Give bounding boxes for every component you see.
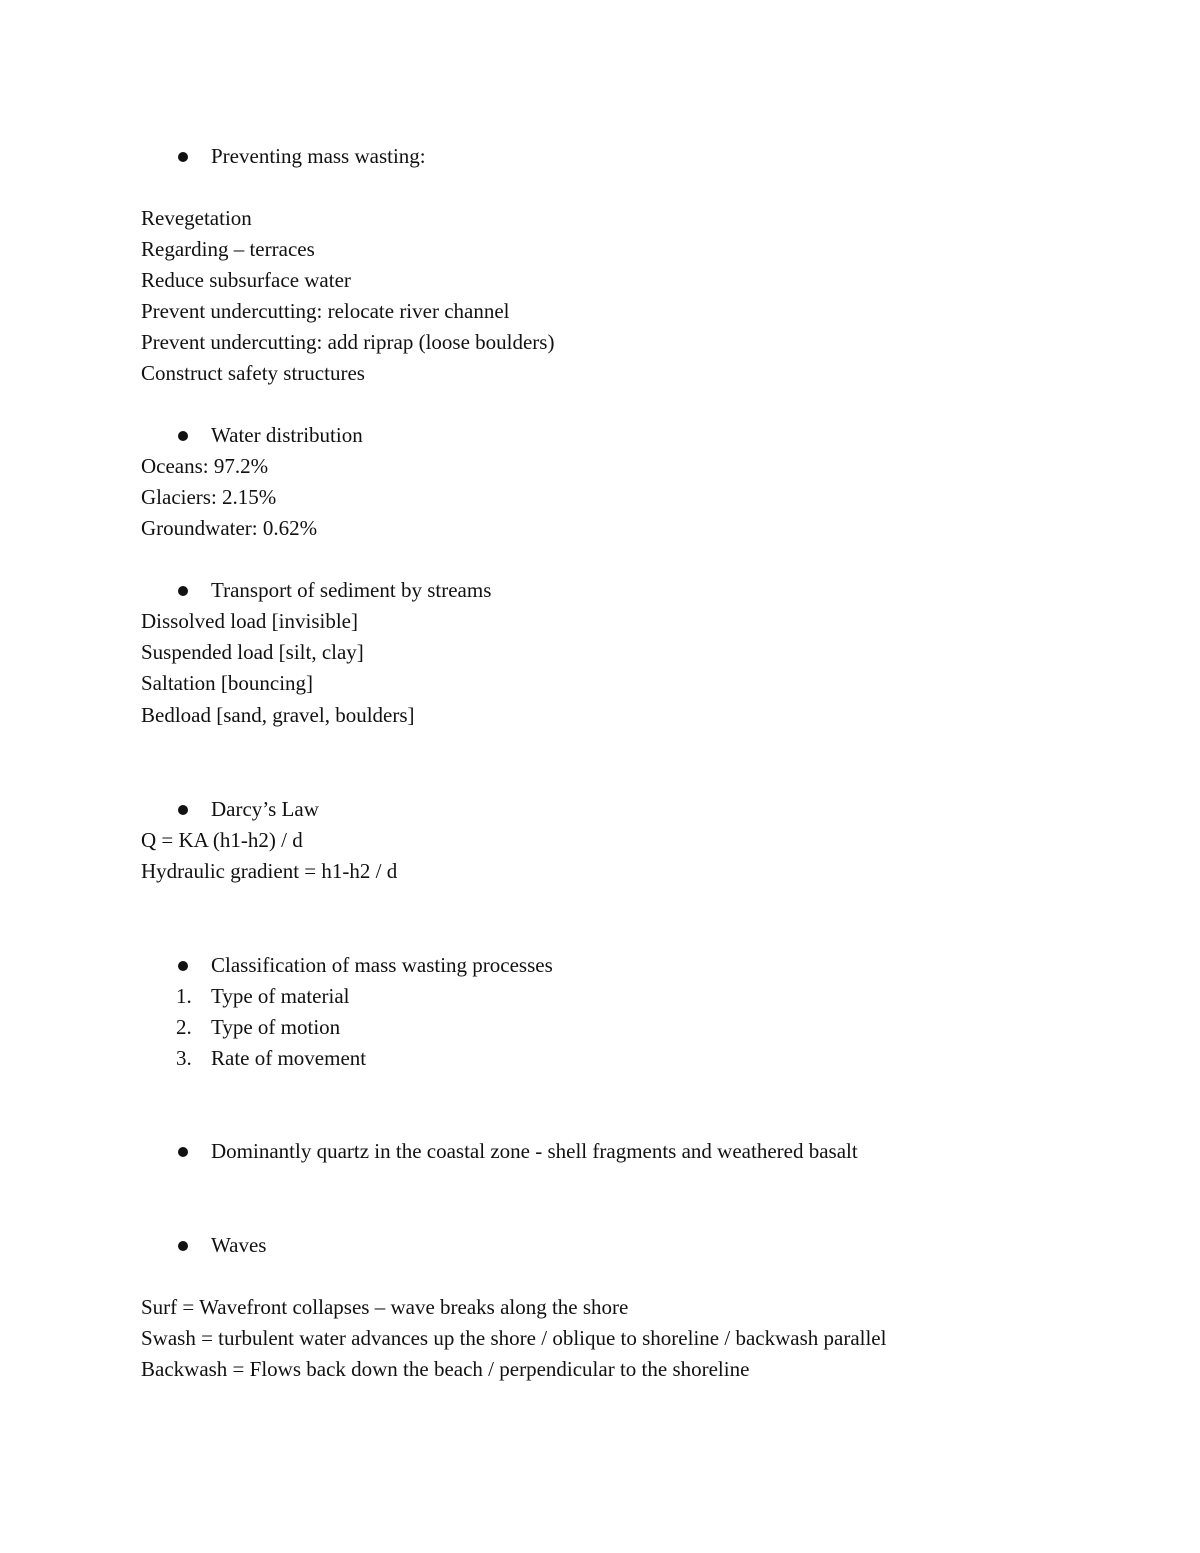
bullet-icon — [178, 1241, 188, 1251]
bullet-icon — [178, 805, 188, 815]
bullet-icon — [178, 1147, 188, 1157]
list-item: Suspended load [silt, clay] — [141, 640, 364, 664]
bullet-icon — [178, 961, 188, 971]
formula-line: Hydraulic gradient = h1-h2 / d — [141, 859, 398, 883]
list-item: Prevent undercutting: relocate river channel — [141, 299, 510, 323]
list-item: Regarding – terraces — [141, 237, 315, 261]
section-heading-water-distribution: Water distribution — [211, 423, 363, 447]
bullet-icon — [178, 431, 188, 441]
list-item: Reduce subsurface water — [141, 268, 351, 292]
section-heading-coastal-zone: Dominantly quartz in the coastal zone - shell fragments and weathered basalt — [211, 1139, 858, 1163]
list-item: Saltation [bouncing] — [141, 671, 314, 695]
section-heading-mass-wasting-prevention: Preventing mass wasting: — [211, 144, 426, 168]
numbered-list-item: Type of material — [211, 984, 350, 1008]
formula-line: Q = KA (h1-h2) / d — [141, 828, 303, 852]
list-number: 2. — [176, 1015, 192, 1039]
numbered-list-item: Type of motion — [211, 1015, 341, 1039]
list-item: Construct safety structures — [141, 361, 365, 385]
list-number: 1. — [176, 984, 192, 1008]
list-item: Groundwater: 0.62% — [141, 516, 318, 540]
list-item: Glaciers: 2.15% — [141, 485, 277, 509]
list-item: Bedload [sand, gravel, boulders] — [141, 703, 415, 727]
list-item: Revegetation — [141, 206, 252, 230]
list-item: Backwash = Flows back down the beach / perpendicular to the shoreline — [141, 1357, 750, 1381]
section-heading-mass-wasting-classification: Classification of mass wasting processes — [211, 953, 553, 977]
section-heading-waves: Waves — [211, 1233, 267, 1257]
list-item: Surf = Wavefront collapses – wave breaks along the shore — [141, 1295, 629, 1319]
section-heading-darcys-law: Darcy’s Law — [211, 797, 319, 821]
list-item: Prevent undercutting: add riprap (loose boulders) — [141, 330, 555, 354]
list-number: 3. — [176, 1046, 192, 1070]
numbered-list-item: Rate of movement — [211, 1046, 367, 1070]
bullet-icon — [178, 152, 188, 162]
list-item: Swash = turbulent water advances up the shore / oblique to shoreline / backwash parallel — [141, 1326, 887, 1350]
section-heading-sediment-transport: Transport of sediment by streams — [211, 578, 492, 602]
list-item: Dissolved load [invisible] — [141, 609, 358, 633]
list-item: Oceans: 97.2% — [141, 454, 269, 478]
bullet-icon — [178, 586, 188, 596]
